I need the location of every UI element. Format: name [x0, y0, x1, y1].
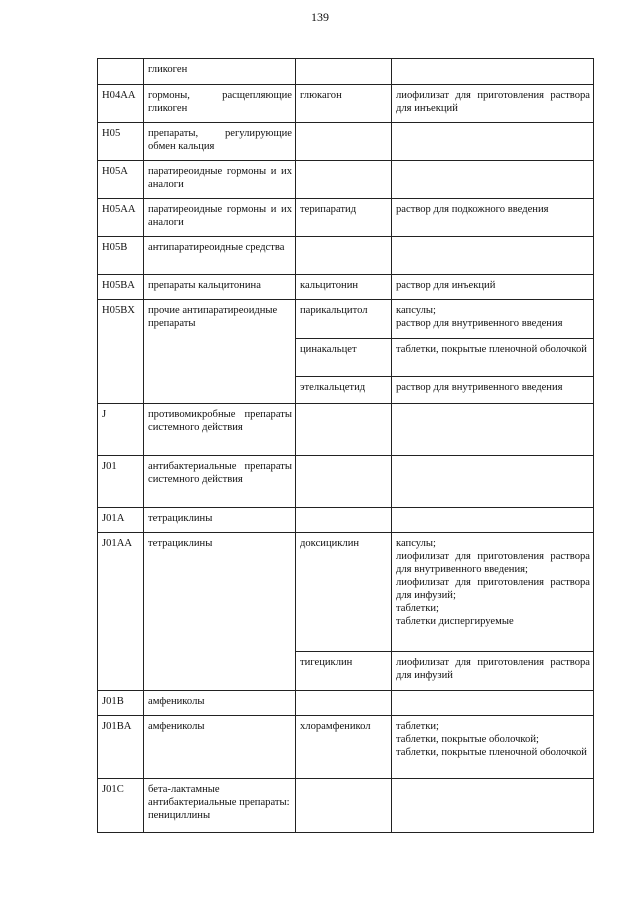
dosage-form-cell [392, 237, 594, 275]
inn-cell: терипаратид [296, 199, 392, 237]
group-name-cell: паратиреоидные гормоны и их аналоги [144, 161, 296, 199]
table-row [98, 85, 594, 123]
dosage-form-text: таблетки; [396, 721, 439, 732]
dosage-form-text: раствор для подкожного введения [396, 204, 549, 215]
atc-code-cell: J01C [98, 779, 144, 833]
dosage-form-text: капсулы; [396, 305, 436, 316]
inn-cell [296, 123, 392, 161]
atc-code-cell: J01AA [98, 533, 144, 691]
inn-cell [296, 161, 392, 199]
table-row [98, 404, 594, 456]
table-row [98, 716, 594, 779]
dosage-form-cell [392, 85, 594, 123]
inn-cell [296, 456, 392, 508]
atc-code-cell: J [98, 404, 144, 456]
dosage-form-text: таблетки, покрытые пленочной оболочкой [396, 344, 587, 355]
dosage-form-cell [392, 275, 594, 300]
table-row [98, 275, 594, 300]
dosage-form-cell [392, 456, 594, 508]
dosage-form-cell [392, 404, 594, 456]
atc-code-cell: J01B [98, 691, 144, 716]
table-row [98, 300, 594, 339]
atc-code-cell: H05BA [98, 275, 144, 300]
group-name-cell: препараты, регулирующие обмен кальция [144, 123, 296, 161]
dosage-form-text: лиофилизат для приготовления раствора для внутривенного введения; [396, 551, 590, 575]
group-name-cell: паратиреоидные гормоны и их аналоги [144, 199, 296, 237]
dosage-form-cell [392, 199, 594, 237]
group-name-cell: препараты кальцитонина [144, 275, 296, 300]
dosage-form-text: лиофилизат для приготовления раствора для инъекций [396, 90, 590, 114]
inn-cell: кальцитонин [296, 275, 392, 300]
group-name-cell: амфениколы [144, 716, 296, 779]
dosage-form-text: раствор для внутривенного введения [396, 382, 563, 393]
dosage-form-cell [392, 691, 594, 716]
page-number: 139 [311, 10, 329, 24]
atc-code-cell: J01 [98, 456, 144, 508]
table-row [98, 508, 594, 533]
group-name-cell: противомикробные препараты системного действия [144, 404, 296, 456]
drug-classification-table [97, 58, 594, 833]
table-row [98, 161, 594, 199]
dosage-form-text: таблетки, покрытые пленочной оболочкой [396, 747, 587, 758]
dosage-form-text: раствор для внутривенного введения [396, 318, 563, 329]
atc-code-cell: J01A [98, 508, 144, 533]
inn-cell [296, 404, 392, 456]
inn-cell: хлорамфеникол [296, 716, 392, 779]
atc-code-cell: H05B [98, 237, 144, 275]
atc-code-cell: J01BA [98, 716, 144, 779]
group-name-cell: прочие антипаратиреоидные препараты [144, 300, 296, 404]
dosage-form-text: капсулы; [396, 538, 436, 549]
dosage-form-text: лиофилизат для приготовления раствора для инфузий [396, 657, 590, 681]
atc-code-cell: H04AA [98, 85, 144, 123]
table-row [98, 691, 594, 716]
inn-cell [296, 779, 392, 833]
dosage-form-text: таблетки, покрытые оболочкой; [396, 734, 539, 745]
atc-code-cell: H05AA [98, 199, 144, 237]
inn-cell: этелкальцетид [296, 377, 392, 404]
dosage-form-cell [392, 339, 594, 377]
dosage-form-text: раствор для инъекций [396, 280, 496, 291]
group-name-cell: амфениколы [144, 691, 296, 716]
dosage-form-cell [392, 652, 594, 691]
inn-cell [296, 237, 392, 275]
table-row [98, 199, 594, 237]
atc-code-cell: H05BX [98, 300, 144, 404]
inn-cell: парикальцитол [296, 300, 392, 339]
dosage-form-cell [392, 59, 594, 85]
group-name-cell: антибактериальные препараты системного действия [144, 456, 296, 508]
table-row [98, 533, 594, 652]
table-row [98, 59, 594, 85]
dosage-form-cell [392, 508, 594, 533]
inn-cell [296, 508, 392, 533]
dosage-form-cell [392, 300, 594, 339]
dosage-form-cell [392, 533, 594, 652]
inn-cell [296, 691, 392, 716]
inn-cell: тигециклин [296, 652, 392, 691]
atc-code-cell: H05A [98, 161, 144, 199]
dosage-form-cell [392, 779, 594, 833]
inn-cell [296, 59, 392, 85]
group-name-cell: тетрациклины [144, 533, 296, 691]
dosage-form-text: таблетки диспергируемые [396, 616, 514, 627]
group-name-cell: тетрациклины [144, 508, 296, 533]
inn-cell: глюкагон [296, 85, 392, 123]
table-row [98, 456, 594, 508]
table-row [98, 779, 594, 833]
dosage-form-cell [392, 377, 594, 404]
group-name-cell: гормоны, расщепляющие гликоген [144, 85, 296, 123]
atc-code-cell: H05 [98, 123, 144, 161]
inn-cell: цинакальцет [296, 339, 392, 377]
table-row [98, 237, 594, 275]
inn-cell: доксициклин [296, 533, 392, 652]
dosage-form-cell [392, 716, 594, 779]
dosage-form-cell [392, 161, 594, 199]
dosage-form-text: лиофилизат для приготовления раствора для инфузий; [396, 577, 590, 601]
table-row [98, 123, 594, 161]
group-name-cell: антипаратиреоидные средства [144, 237, 296, 275]
dosage-form-cell [392, 123, 594, 161]
group-name-cell: бета-лактамные антибактериальные препараты: пенициллины [144, 779, 296, 833]
group-name-cell: гликоген [144, 59, 296, 85]
dosage-form-text: таблетки; [396, 603, 439, 614]
atc-code-cell [98, 59, 144, 85]
